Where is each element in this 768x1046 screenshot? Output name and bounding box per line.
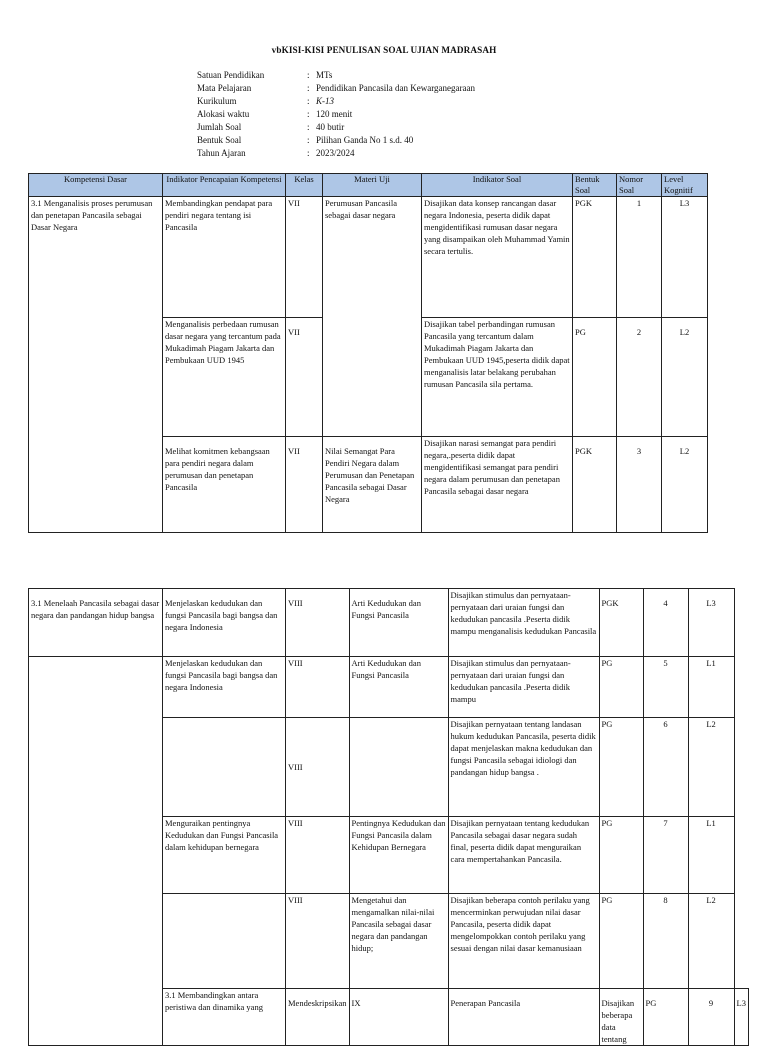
meta-separator: : — [307, 109, 310, 119]
materi-cell: Perumusan Pancasila sebagai dasar negara — [323, 197, 422, 437]
kelas-cell: VII — [286, 318, 323, 437]
level-kognitif-cell: L2 — [688, 894, 734, 989]
kelas-cell: VIII — [286, 894, 350, 989]
meta-row — [197, 95, 475, 108]
header-nomor-soal: Nomor Soal — [617, 174, 662, 197]
level-kognitif-cell: L3 — [734, 989, 748, 1046]
meta-separator: : — [307, 96, 310, 106]
indikator-soal-cell: Disajikan pernyataan tentang landasan hukum kedudukan Pancasila, peserta didik dapat menjelaskan makna kedudukan dan fungsi Pancasila sebagai idiologi dan pandangan hidup bangsa . — [448, 718, 599, 817]
header-indikator-pencapaian: Indikator Pencapaian Kompetensi — [163, 174, 286, 197]
ipk-cell: Melihat komitmen kebangsaan para pendiri negara dalam perumusan dan penetapan Pancasila — [163, 437, 286, 533]
nomor-soal-cell: 6 — [643, 718, 688, 817]
ipk-cell: Menjelaskan kedudukan dan fungsi Pancasila bagi bangsa dan negara Indonesia — [163, 657, 286, 718]
identity-block — [197, 69, 475, 160]
header-indikator-soal: Indikator Soal — [422, 174, 573, 197]
materi-cell: Arti Kedudukan dan Fungsi Pancasila — [349, 589, 448, 657]
indikator-soal-cell: Disajikan stimulus dan pernyataan- pernyataan dari uraian fungsi dan kedudukan pancasila .Peserta didik mampu — [448, 657, 599, 718]
meta-label: Satuan Pendidikan — [197, 70, 265, 80]
header-kompetensi-dasar: Kompetensi Dasar — [29, 174, 163, 197]
meta-value: 2023/2024 — [316, 148, 355, 158]
indikator-soal-cell: Disajikan narasi semangat para pendiri negara,.peserta didik dapat mengidentifikasi semangat para pendiri negara dalam perumusan dan penetapan Pancasila sebagai dasar negara — [422, 437, 573, 533]
nomor-soal-cell: 5 — [643, 657, 688, 718]
level-kognitif-cell: L2 — [662, 437, 708, 533]
meta-value: MTs — [316, 70, 333, 80]
meta-row — [197, 134, 475, 147]
bentuk-soal-cell: PG — [643, 989, 688, 1046]
kelas-cell: VIII — [286, 589, 350, 657]
ipk-cell — [163, 894, 286, 989]
kelas-cell: VIII — [286, 817, 350, 894]
header-materi-uji: Materi Uji — [323, 174, 422, 197]
bentuk-soal-cell: PG — [599, 718, 643, 817]
bentuk-soal-cell: PG — [599, 817, 643, 894]
level-kognitif-cell: L2 — [662, 318, 708, 437]
meta-row — [197, 147, 475, 160]
meta-separator: : — [307, 83, 310, 93]
meta-separator: : — [307, 135, 310, 145]
ipk-cell: Menjelaskan kedudukan dan fungsi Pancasila bagi bangsa dan negara Indonesia — [163, 589, 286, 657]
meta-separator: : — [307, 122, 310, 132]
meta-value: 120 menit — [316, 109, 353, 119]
kelas-cell: VIII — [286, 718, 350, 817]
meta-label: Jumlah Soal — [197, 122, 242, 132]
kd-cell: 3.1 Membandingkan antara peristiwa dan dinamika yang — [163, 989, 286, 1046]
indikator-soal-cell: Disajikan data konsep rancangan dasar negara Indonesia, peserta didik dapat mengidentifikasi rumusan dasar negara yang disampaikan oleh Muhammad Yamin secara tertulis. — [422, 197, 573, 318]
meta-row — [197, 69, 475, 82]
kd-cell — [29, 657, 163, 1046]
meta-separator: : — [307, 70, 310, 80]
bentuk-soal-cell: PGK — [573, 437, 617, 533]
bentuk-soal-cell: PG — [573, 318, 617, 437]
ipk-cell: Membandingkan pendapat para pendiri negara tentang isi Pancasila — [163, 197, 286, 318]
indikator-soal-cell: Disajikan beberapa data tentang — [599, 989, 643, 1046]
meta-value: 40 butir — [316, 122, 345, 132]
nomor-soal-cell: 1 — [617, 197, 662, 318]
nomor-soal-cell: 8 — [643, 894, 688, 989]
materi-cell: Mengetahui dan mengamalkan nilai-nilai Pancasila sebagai dasar negara dan pandangan hidup; — [349, 894, 448, 989]
table-row — [29, 589, 749, 657]
meta-value: Pilihan Ganda No 1 s.d. 40 — [316, 135, 414, 145]
level-kognitif-cell: L1 — [688, 817, 734, 894]
indikator-soal-cell: Disajikan stimulus dan pernyataan- pernyataan dari uraian fungsi dan kedudukan pancasila .Peserta didik mampu menganalisis kedudukan Pancasila — [448, 589, 599, 657]
meta-row — [197, 121, 475, 134]
header-level-kognitif: Level Kognitif — [662, 174, 708, 197]
meta-value: K-13 — [316, 96, 334, 106]
bentuk-soal-cell: PG — [599, 657, 643, 718]
specification-table-2 — [28, 588, 749, 1046]
ipk-cell: Menganalisis perbedaan rumusan dasar negara yang tercantum pada Mukadimah Piagam Jakarta dan Pembukaan UUD 1945 — [163, 318, 286, 437]
indikator-soal-cell: Disajikan tabel perbandingan rumusan Pancasila yang tercantum dalam Mukadimah Piagam Jakarta dan Pembukaan UUD 1945,peserta didik dapat menganalisis latar belakang perubahan rumusan Pancasila sila pertama. — [422, 318, 573, 437]
materi-cell: Penerapan Pancasila — [448, 989, 599, 1046]
meta-row — [197, 82, 475, 95]
bentuk-soal-cell: PGK — [573, 197, 617, 318]
level-kognitif-cell: L1 — [688, 657, 734, 718]
table-row — [29, 197, 708, 318]
level-kognitif-cell: L3 — [662, 197, 708, 318]
kelas-cell: VIII — [286, 657, 350, 718]
indikator-soal-cell: Disajikan pernyataan tentang kedudukan Pancasila sebagai dasar negara sudah final, peserta didik dapat menguraikan cara mempertahankan Pancasila. — [448, 817, 599, 894]
kelas-cell: VII — [286, 197, 323, 318]
header-kelas: Kelas — [286, 174, 323, 197]
level-kognitif-cell: L2 — [688, 718, 734, 817]
document-title: vbKISI-KISI PENULISAN SOAL UJIAN MADRASAH — [271, 45, 497, 55]
table-row — [29, 657, 749, 718]
bentuk-soal-cell: PG — [599, 894, 643, 989]
meta-label: Alokasi waktu — [197, 109, 250, 119]
meta-value: Pendidikan Pancasila dan Kewarganegaraan — [316, 83, 476, 93]
meta-label: Bentuk Soal — [197, 135, 242, 145]
ipk-cell: Mendeskripsikan — [286, 989, 350, 1046]
ipk-cell — [163, 718, 286, 817]
kd-cell: 3.1 Menelaah Pancasila sebagai dasar negara dan pandangan hidup bangsa — [29, 589, 163, 657]
nomor-soal-cell: 4 — [643, 589, 688, 657]
nomor-soal-cell: 9 — [688, 989, 734, 1046]
meta-label: Kurikulum — [197, 96, 237, 106]
materi-cell: Nilai Semangat Para Pendiri Negara dalam Perumusan dan Penetapan Pancasila sebagai Dasar Negara — [323, 437, 422, 533]
kd-cell: 3.1 Menganalisis proses perumusan dan penetapan Pancasila sebagai Dasar Negara — [29, 197, 163, 533]
materi-cell: Arti Kedudukan dan Fungsi Pancasila — [349, 657, 448, 718]
meta-row — [197, 108, 475, 121]
specification-table-1 — [28, 173, 708, 533]
header-row — [29, 174, 708, 197]
kelas-cell: IX — [349, 989, 448, 1046]
header-bentuk-soal: Bentuk Soal — [573, 174, 617, 197]
bentuk-soal-cell: PGK — [599, 589, 643, 657]
materi-cell: Pentingnya Kedudukan dan Fungsi Pancasila dalam Kehidupan Bernegara — [349, 817, 448, 894]
meta-label: Tahun Ajaran — [197, 148, 246, 158]
level-kognitif-cell: L3 — [688, 589, 734, 657]
nomor-soal-cell: 3 — [617, 437, 662, 533]
ipk-cell: Menguraikan pentingnya Kedudukan dan Fungsi Pancasila dalam kehidupan bernegara — [163, 817, 286, 894]
meta-separator: : — [307, 148, 310, 158]
nomor-soal-cell: 2 — [617, 318, 662, 437]
kelas-cell: VII — [286, 437, 323, 533]
materi-cell — [349, 718, 448, 817]
meta-label: Mata Pelajaran — [197, 83, 252, 93]
nomor-soal-cell: 7 — [643, 817, 688, 894]
indikator-soal-cell: Disajikan beberapa contoh perilaku yang mencerminkan perwujudan nilai dasar Pancasila, peserta didik dapat mengelompokkan contoh perilaku yang sesuai dengan nilai dasar kemanusiaan — [448, 894, 599, 989]
